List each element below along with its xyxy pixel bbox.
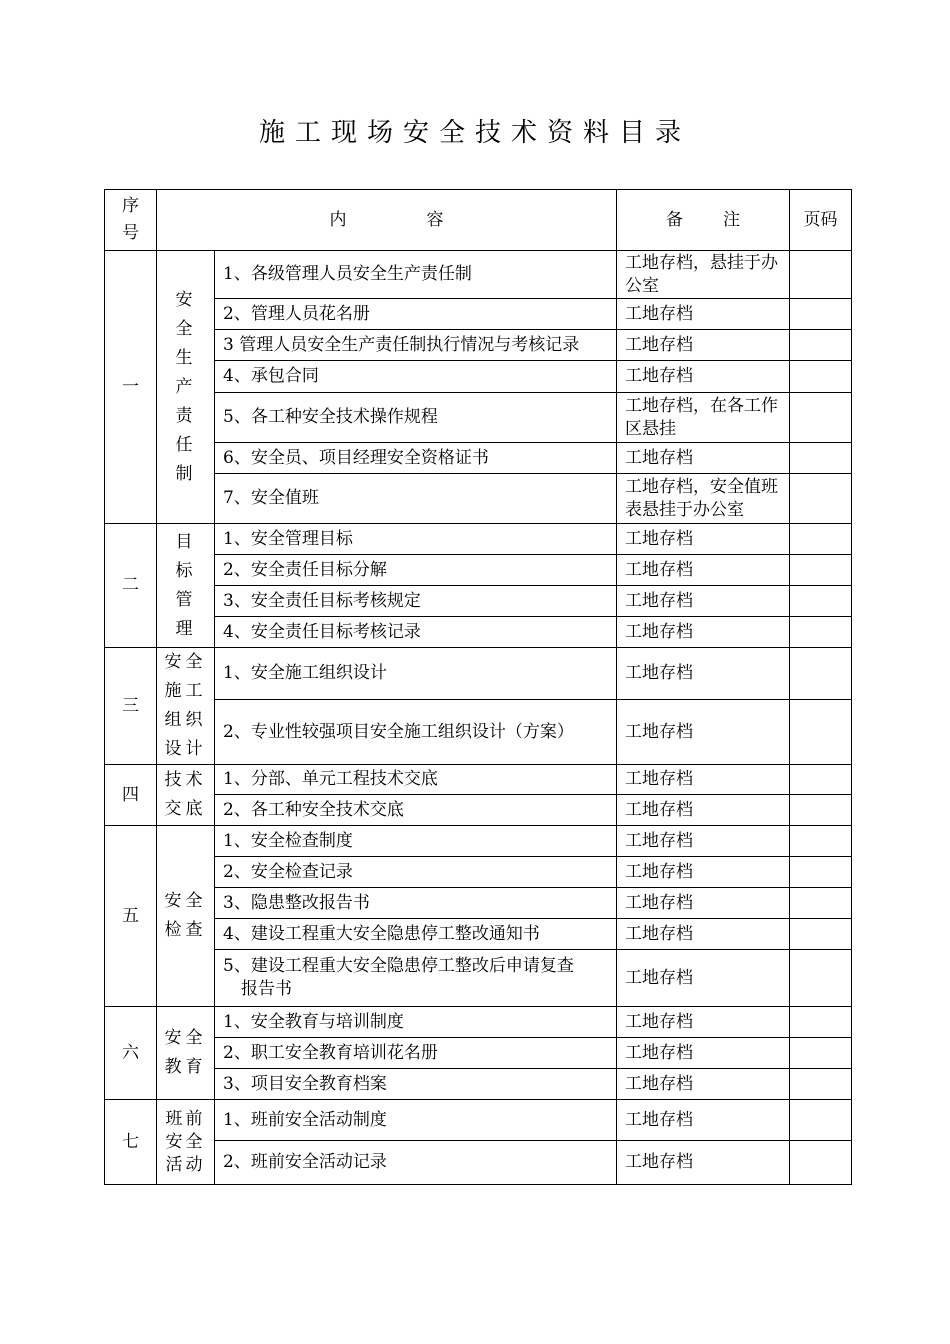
item-content: 1、安全教育与培训制度 bbox=[215, 1007, 617, 1038]
table-row bbox=[105, 555, 852, 586]
item-remark: 工地存档，悬挂于办公室 bbox=[617, 251, 790, 299]
item-remark: 工地存档 bbox=[617, 1141, 790, 1185]
item-content: 2、安全责任目标分解 bbox=[215, 555, 617, 586]
item-page bbox=[790, 586, 852, 617]
item-remark: 工地存档 bbox=[617, 617, 790, 648]
item-content: 1、安全管理目标 bbox=[215, 524, 617, 555]
table-row bbox=[105, 1007, 852, 1038]
item-remark: 工地存档 bbox=[617, 826, 790, 857]
item-content: 2、管理人员花名册 bbox=[215, 299, 617, 330]
item-page bbox=[790, 795, 852, 826]
section-category: 技术交底 bbox=[157, 765, 215, 826]
item-content: 1、安全检查制度 bbox=[215, 826, 617, 857]
table-row bbox=[105, 765, 852, 795]
section-seq: 二 bbox=[105, 524, 157, 648]
section-category: 安全施工组织设计 bbox=[157, 648, 215, 765]
item-page bbox=[790, 1069, 852, 1100]
item-content: 2、班前安全活动记录 bbox=[215, 1141, 617, 1185]
item-content: 4、安全责任目标考核记录 bbox=[215, 617, 617, 648]
table-row bbox=[105, 330, 852, 361]
item-page bbox=[790, 648, 852, 700]
item-content: 7、安全值班 bbox=[215, 474, 617, 524]
item-page bbox=[790, 251, 852, 299]
section-seq: 三 bbox=[105, 648, 157, 765]
table-row bbox=[105, 1100, 852, 1141]
item-page bbox=[790, 524, 852, 555]
item-content: 2、各工种安全技术交底 bbox=[215, 795, 617, 826]
item-page bbox=[790, 617, 852, 648]
item-remark: 工地存档 bbox=[617, 950, 790, 1007]
item-page bbox=[790, 474, 852, 524]
header-seq: 序号 bbox=[105, 190, 157, 251]
table-row bbox=[105, 1141, 852, 1185]
item-content: 1、各级管理人员安全生产责任制 bbox=[215, 251, 617, 299]
item-remark: 工地存档 bbox=[617, 586, 790, 617]
item-content: 3 管理人员安全生产责任制执行情况与考核记录 bbox=[215, 330, 617, 361]
item-page bbox=[790, 330, 852, 361]
item-page bbox=[790, 361, 852, 393]
table-row bbox=[105, 700, 852, 765]
item-page bbox=[790, 950, 852, 1007]
table-row bbox=[105, 443, 852, 474]
item-content: 3、隐患整改报告书 bbox=[215, 888, 617, 919]
item-remark: 工地存档 bbox=[617, 299, 790, 330]
header-page: 页码 bbox=[790, 190, 852, 251]
table-row bbox=[105, 251, 852, 299]
item-remark: 工地存档，在各工作区悬挂 bbox=[617, 393, 790, 443]
item-content: 6、安全员、项目经理安全资格证书 bbox=[215, 443, 617, 474]
item-remark: 工地存档 bbox=[617, 919, 790, 950]
item-remark: 工地存档 bbox=[617, 524, 790, 555]
table-row bbox=[105, 361, 852, 393]
item-page bbox=[790, 1100, 852, 1141]
item-content: 5、各工种安全技术操作规程 bbox=[215, 393, 617, 443]
item-content: 4、建设工程重大安全隐患停工整改通知书 bbox=[215, 919, 617, 950]
item-remark: 工地存档 bbox=[617, 1038, 790, 1069]
item-page bbox=[790, 555, 852, 586]
table-row bbox=[105, 648, 852, 700]
item-page bbox=[790, 1141, 852, 1185]
item-content: 2、职工安全教育培训花名册 bbox=[215, 1038, 617, 1069]
table-row bbox=[105, 826, 852, 857]
item-remark: 工地存档 bbox=[617, 1069, 790, 1100]
header-remark: 备注 bbox=[617, 190, 790, 251]
item-page bbox=[790, 919, 852, 950]
item-content: 1、班前安全活动制度 bbox=[215, 1100, 617, 1141]
item-content: 5、建设工程重大安全隐患停工整改后申请复查 报告书 bbox=[215, 950, 617, 1007]
item-page bbox=[790, 700, 852, 765]
item-remark: 工地存档 bbox=[617, 765, 790, 795]
item-content: 4、承包合同 bbox=[215, 361, 617, 393]
item-remark: 工地存档 bbox=[617, 700, 790, 765]
section-seq: 四 bbox=[105, 765, 157, 826]
item-remark: 工地存档 bbox=[617, 648, 790, 700]
item-content: 1、安全施工组织设计 bbox=[215, 648, 617, 700]
section-seq: 七 bbox=[105, 1100, 157, 1185]
item-content: 1、分部、单元工程技术交底 bbox=[215, 765, 617, 795]
table-row bbox=[105, 393, 852, 443]
table-row bbox=[105, 919, 852, 950]
section-seq: 六 bbox=[105, 1007, 157, 1100]
item-content: 2、安全检查记录 bbox=[215, 857, 617, 888]
item-remark: 工地存档 bbox=[617, 888, 790, 919]
header-row bbox=[105, 190, 852, 251]
section-seq: 一 bbox=[105, 251, 157, 524]
table-row bbox=[105, 795, 852, 826]
item-remark: 工地存档 bbox=[617, 443, 790, 474]
table-row bbox=[105, 1069, 852, 1100]
section-category: 班前安全活动 bbox=[157, 1100, 215, 1185]
item-page bbox=[790, 857, 852, 888]
item-remark: 工地存档，安全值班表悬挂于办公室 bbox=[617, 474, 790, 524]
table-row bbox=[105, 617, 852, 648]
item-page bbox=[790, 888, 852, 919]
table-row bbox=[105, 857, 852, 888]
section-category: 安全教育 bbox=[157, 1007, 215, 1100]
item-content: 3、安全责任目标考核规定 bbox=[215, 586, 617, 617]
table-row bbox=[105, 888, 852, 919]
item-remark: 工地存档 bbox=[617, 795, 790, 826]
item-remark: 工地存档 bbox=[617, 1100, 790, 1141]
item-remark: 工地存档 bbox=[617, 857, 790, 888]
table-row bbox=[105, 474, 852, 524]
section-category: 安全生产责任制 bbox=[157, 251, 215, 524]
item-content: 3、项目安全教育档案 bbox=[215, 1069, 617, 1100]
item-remark: 工地存档 bbox=[617, 361, 790, 393]
item-page bbox=[790, 1007, 852, 1038]
item-page bbox=[790, 299, 852, 330]
header-content: 内容 bbox=[157, 190, 617, 251]
catalog-table bbox=[104, 189, 852, 1185]
item-page bbox=[790, 393, 852, 443]
item-remark: 工地存档 bbox=[617, 330, 790, 361]
item-page bbox=[790, 826, 852, 857]
page-title: 施工现场安全技术资料目录 bbox=[258, 118, 691, 148]
section-category: 目标管理 bbox=[157, 524, 215, 648]
table-row bbox=[105, 524, 852, 555]
item-remark: 工地存档 bbox=[617, 555, 790, 586]
table-row bbox=[105, 299, 852, 330]
table-row bbox=[105, 1038, 852, 1069]
item-page bbox=[790, 443, 852, 474]
section-seq: 五 bbox=[105, 826, 157, 1007]
item-page bbox=[790, 1038, 852, 1069]
section-category: 安全检查 bbox=[157, 826, 215, 1007]
table-row bbox=[105, 586, 852, 617]
item-remark: 工地存档 bbox=[617, 1007, 790, 1038]
item-content: 2、专业性较强项目安全施工组织设计（方案） bbox=[215, 700, 617, 765]
item-page bbox=[790, 765, 852, 795]
table-row bbox=[105, 950, 852, 1007]
